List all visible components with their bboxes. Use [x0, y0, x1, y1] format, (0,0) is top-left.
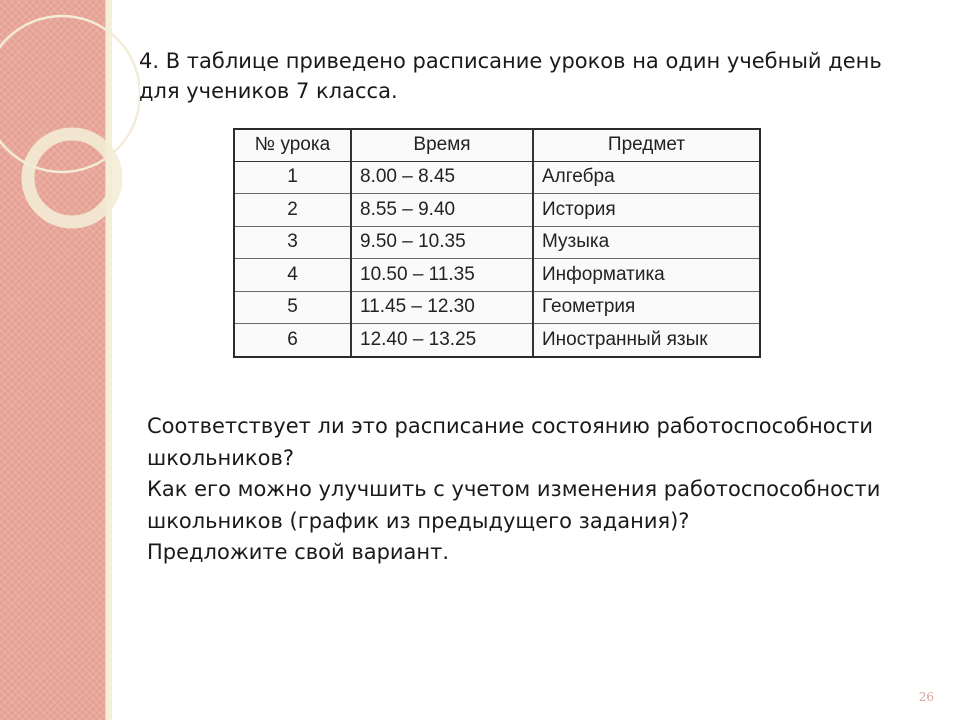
table-row — [235, 259, 759, 292]
subject-cell: Иностранный язык — [542, 329, 708, 350]
column-header-lesson-number: № урока — [235, 130, 351, 161]
table-row — [235, 226, 759, 259]
task-heading-line: для учеников 7 класса. — [139, 79, 398, 103]
subject-cell: История — [533, 194, 759, 227]
task-heading — [139, 46, 919, 106]
decorative-ring-thick — [28, 134, 116, 222]
question-line: школьников (график из предыдущего задания)? — [147, 508, 690, 533]
time-cell: 10.50 – 11.35 — [351, 259, 533, 292]
table-row — [235, 324, 759, 357]
column-header-subject: Предмет — [533, 130, 759, 161]
table-row — [235, 161, 759, 194]
schedule-table — [235, 130, 759, 356]
lesson-number-cell: 6 — [235, 324, 351, 357]
lesson-number-cell: 5 — [235, 291, 351, 324]
time-cell: 12.40 – 13.25 — [351, 324, 533, 357]
subject-cell: Информатика — [533, 259, 759, 292]
decorative-rings — [0, 0, 140, 260]
time-cell: 9.50 – 10.35 — [351, 226, 533, 259]
subject-cell: Геометрия — [533, 291, 759, 324]
time-cell: 11.45 – 12.30 — [351, 291, 533, 324]
lesson-number-cell: 2 — [235, 194, 351, 227]
page-number: 26 — [918, 690, 934, 704]
subject-cell: Музыка — [533, 226, 759, 259]
question-line: школьников? — [147, 445, 294, 470]
schedule-table-frame — [233, 128, 761, 358]
question-text — [147, 411, 927, 569]
question-line: Соответствует ли это расписание состоянию работоспособности — [147, 414, 874, 438]
time-cell: 8.55 – 9.40 — [351, 194, 533, 227]
lesson-number-cell: 4 — [235, 259, 351, 292]
lesson-number-cell: 1 — [235, 161, 351, 194]
table-row — [235, 291, 759, 324]
question-line: Как его можно улучшить с учетом изменения работоспособности — [147, 477, 881, 501]
task-heading-line: 4. В таблице приведено расписание уроков на один учебный день — [139, 49, 882, 73]
table-row — [235, 194, 759, 227]
table-header-row — [235, 130, 759, 161]
time-cell: 8.00 – 8.45 — [351, 161, 533, 194]
column-header-time: Время — [351, 130, 533, 161]
decorative-ring-large — [0, 16, 140, 172]
question-line: Предложите свой вариант. — [147, 540, 450, 564]
lesson-number-cell: 3 — [235, 226, 351, 259]
subject-cell: Алгебра — [533, 161, 759, 194]
